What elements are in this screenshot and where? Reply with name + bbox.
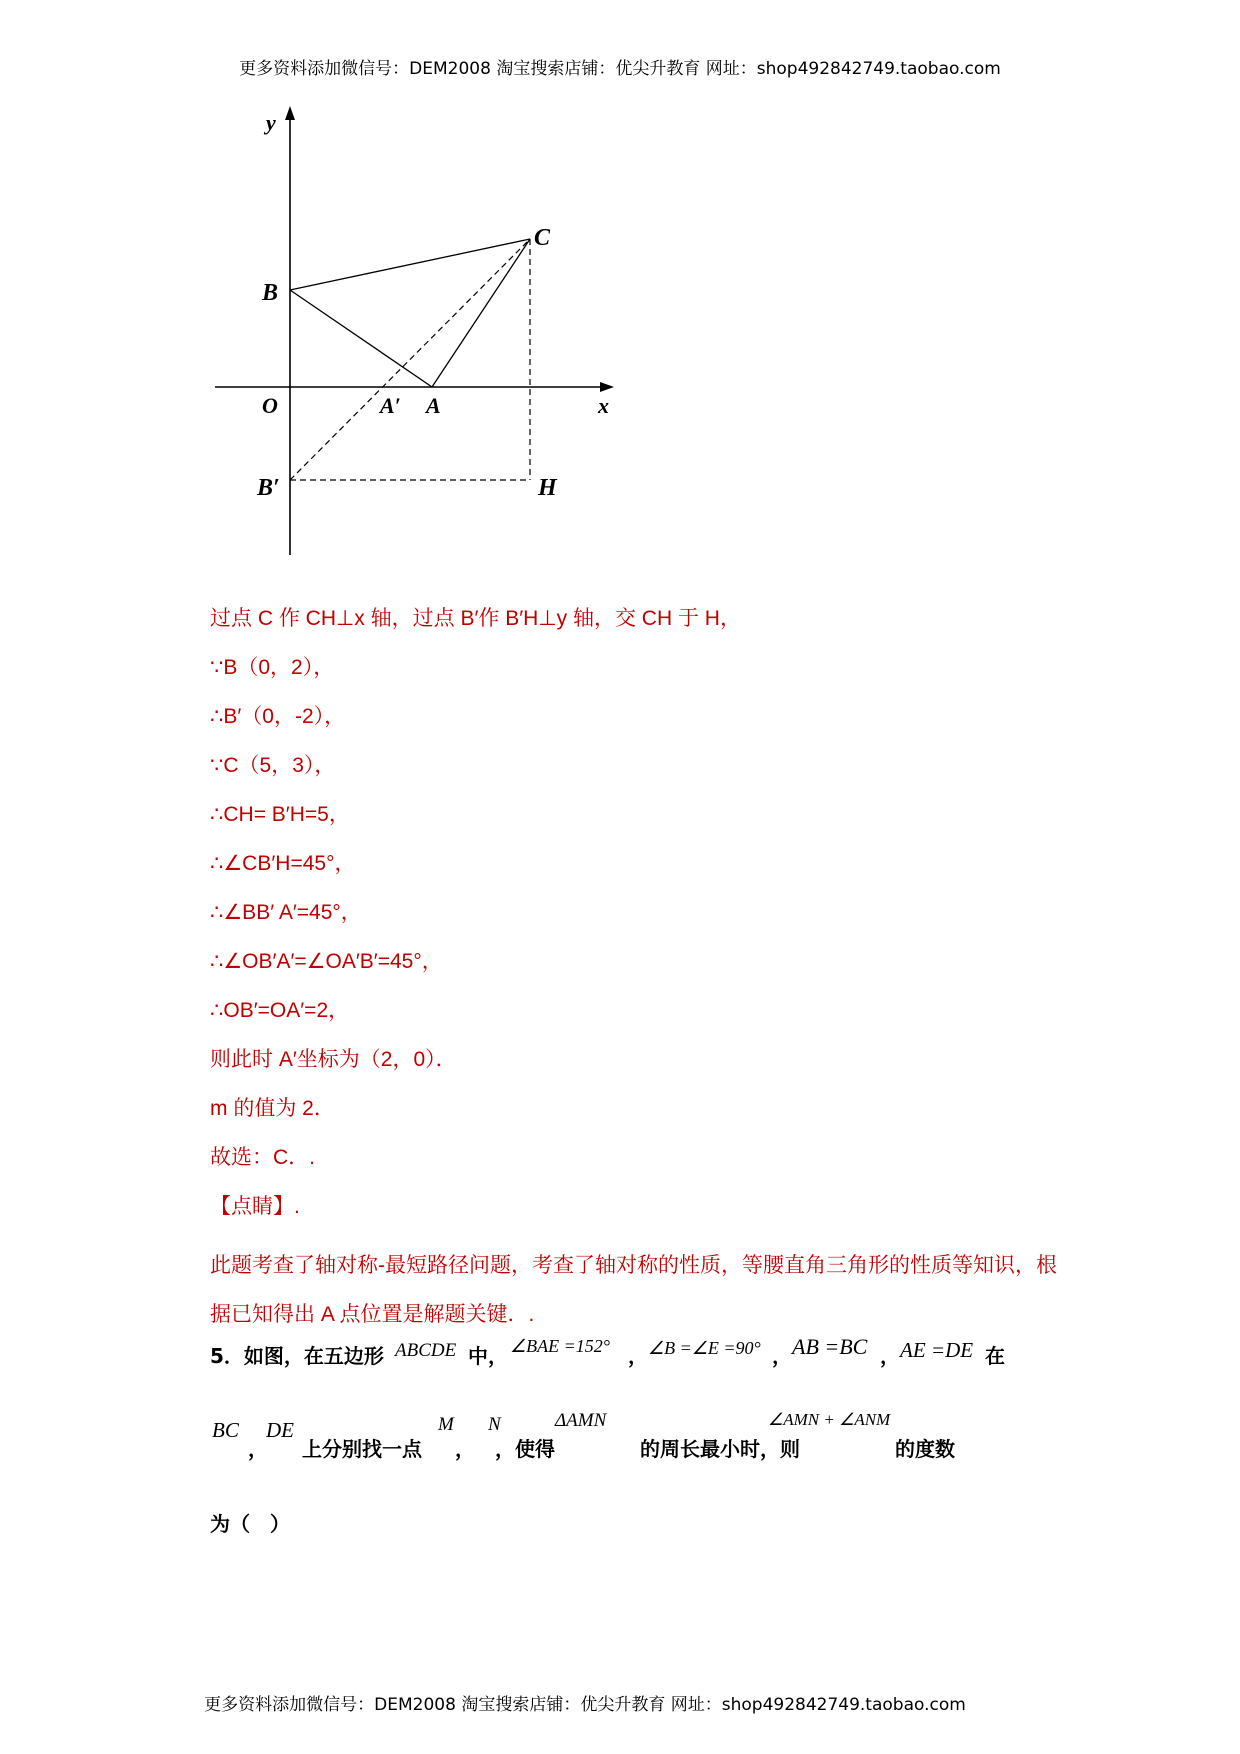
- solution-line: ∵C（5，3），: [210, 754, 336, 777]
- solution-line: ∴∠BB′ A′=45°，: [210, 901, 362, 924]
- label-b: B: [262, 280, 279, 306]
- comma: ，: [772, 1344, 792, 1368]
- solution-line: ∴B′（0，-2），: [210, 705, 346, 728]
- page-header: 更多资料添加微信号：DEM2008 淘宝搜索店铺：优尖升教育 网址：shop492842749.taobao.com: [239, 59, 1001, 79]
- solution-line: 则此时 A′坐标为（2，0）．: [210, 1048, 457, 1071]
- ab-equals-bc: AB =BC: [792, 1334, 868, 1359]
- comma: ，: [880, 1344, 900, 1368]
- hint-title: 【点睛】.: [210, 1195, 300, 1218]
- question-5: [210, 1334, 1050, 1592]
- solution-line: ∴CH= B′H=5，: [210, 803, 350, 826]
- comma: ，: [628, 1344, 648, 1368]
- question-number: 5．如图，在五边形: [210, 1344, 384, 1368]
- side-de: DE: [266, 1418, 294, 1442]
- label-b-prime: B′: [257, 475, 280, 501]
- solution-line: ∴OB′=OA′=2，: [210, 999, 350, 1022]
- label-a: A: [426, 393, 441, 418]
- angle-b-e: ∠B =∠E =90°: [648, 1338, 761, 1358]
- coordinate-figure: [210, 100, 630, 565]
- label-a-prime: A′: [380, 393, 401, 418]
- point-m: M: [438, 1414, 454, 1435]
- point-n: N: [488, 1414, 501, 1435]
- label-h: H: [538, 475, 557, 501]
- question-row-2: [210, 1410, 1050, 1508]
- text-on: 在: [985, 1344, 1005, 1368]
- text-find: 上分别找一点: [302, 1437, 422, 1461]
- solution-line: 故选：C．.: [210, 1146, 315, 1169]
- angle-sum: ∠AMN + ∠ANM: [768, 1410, 891, 1429]
- page-footer: 更多资料添加微信号：DEM2008 淘宝搜索店铺：优尖升教育 网址：shop492842749.taobao.com: [204, 1695, 966, 1715]
- pentagon-name: ABCDE: [395, 1340, 457, 1361]
- hint-text: 此题考查了轴对称-最短路径问题，考查了轴对称的性质，等腰直角三角形的性质等知识，根据已知得出 A 点位置是解题关键．.: [210, 1254, 1057, 1326]
- text-make: ，使得: [495, 1437, 555, 1461]
- segment-ba: [290, 290, 432, 387]
- question-row-1: [210, 1334, 1050, 1424]
- solution-line: ∵B（0，2），: [210, 656, 335, 679]
- solution-line: ∴∠CB′H=45°，: [210, 852, 356, 875]
- solution-block: [210, 604, 1070, 1339]
- segment-ac: [432, 239, 530, 387]
- label-o: O: [262, 393, 278, 418]
- label-y: y: [266, 110, 276, 135]
- ae-equals-de: AE =DE: [900, 1338, 974, 1362]
- comma: ，: [455, 1437, 475, 1461]
- solution-line: 过点 C 作 CH⊥x 轴，过点 B′作 B′H⊥y 轴，交 CH 于 H，: [210, 607, 741, 630]
- angle-bae: ∠BAE =152°: [510, 1336, 610, 1356]
- comma: ，: [248, 1437, 268, 1461]
- question-row-3: [210, 1508, 1050, 1592]
- segment-bc: [290, 239, 530, 290]
- solution-line: ∴∠OB′A′=∠OA′B′=45°，: [210, 950, 443, 973]
- solution-line: m 的值为 2．: [210, 1097, 335, 1120]
- figure-svg: [210, 100, 630, 565]
- label-c: C: [534, 225, 551, 251]
- text-perimeter: 的周长最小时，则: [640, 1437, 800, 1461]
- x-axis-arrow: [600, 382, 614, 392]
- text-degree: 的度数: [895, 1437, 955, 1461]
- triangle-amn: ΔAMN: [555, 1410, 607, 1431]
- segment-b-prime-c: [290, 239, 530, 480]
- text-in: 中，: [468, 1344, 508, 1368]
- text-is: 为（ ）: [210, 1512, 290, 1536]
- side-bc: BC: [212, 1418, 239, 1442]
- y-axis-arrow: [285, 106, 295, 120]
- label-x: x: [598, 393, 609, 418]
